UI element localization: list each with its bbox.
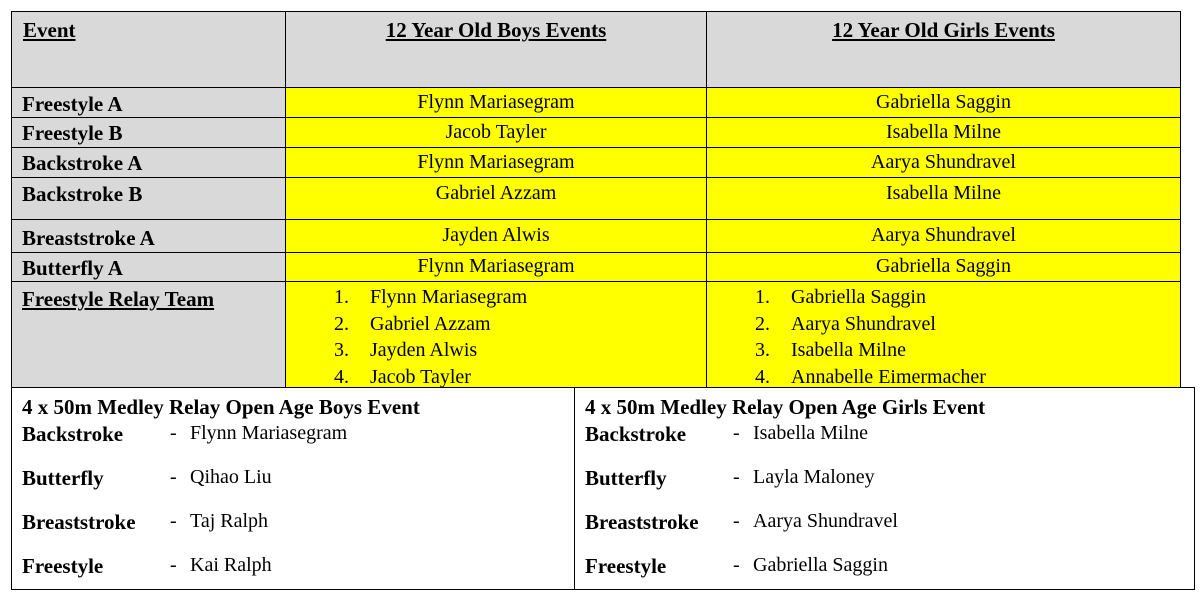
- swimmer-name: Gabriel Azzam: [370, 312, 491, 335]
- event-label: Freestyle A: [22, 92, 123, 116]
- list-item: 1. Flynn Mariasegram: [334, 284, 706, 311]
- swimmer-name: Aarya Shundravel: [753, 510, 898, 532]
- stroke-label: Freestyle: [22, 554, 104, 578]
- swimmer-name: Aarya Shundravel: [791, 312, 936, 335]
- swimmer-name: Taj Ralph: [190, 510, 269, 532]
- medley-leg-row: Backstroke - Isabella Milne: [585, 422, 868, 446]
- swimmer-name: Layla Maloney: [753, 466, 875, 488]
- header-girls-cell: [706, 11, 1181, 88]
- event-label: Backstroke B: [22, 182, 143, 206]
- event-cell: [11, 147, 286, 178]
- boys-entry: Flynn Mariasegram: [417, 151, 575, 173]
- stroke-label: Breaststroke: [585, 510, 699, 534]
- girls-entry-cell: [706, 177, 1181, 220]
- medley-boys-panel: [11, 387, 575, 590]
- swimmer-name: Kai Ralph: [190, 554, 272, 576]
- boys-entry-cell: [285, 219, 707, 253]
- relay-event-label: Freestyle Relay Team: [22, 287, 215, 311]
- boys-entry-cell: [285, 117, 707, 148]
- list-item: 2. Aarya Shundravel: [755, 311, 1180, 338]
- event-cell: [11, 117, 286, 148]
- relay-boys-list: [334, 284, 706, 390]
- medley-leg-row: Freestyle - Kai Ralph: [22, 554, 272, 578]
- girls-entry: Aarya Shundravel: [871, 151, 1016, 173]
- header-event-label: Event: [23, 18, 76, 42]
- boys-entry-cell: [285, 87, 707, 118]
- swimmer-name: Isabella Milne: [753, 422, 868, 444]
- swimmer-name: Jacob Tayler: [370, 365, 471, 388]
- swimmer-name: Jayden Alwis: [370, 339, 478, 361]
- relay-girls-cell: [706, 281, 1181, 388]
- header-event-cell: [11, 11, 286, 88]
- stroke-label: Backstroke: [585, 422, 687, 446]
- list-item: 1. Gabriella Saggin: [755, 284, 1180, 311]
- header-boys-label: 12 Year Old Boys Events: [385, 18, 607, 42]
- event-cell: [11, 219, 286, 253]
- girls-entry-cell: [706, 117, 1181, 148]
- stroke-label: Freestyle: [585, 554, 667, 578]
- list-item: 2. Gabriel Azzam: [334, 311, 706, 338]
- relay-event-cell: [11, 281, 286, 388]
- event-label: Freestyle B: [22, 121, 123, 145]
- header-boys-cell: [285, 11, 707, 88]
- swimmer-name: Flynn Mariasegram: [190, 422, 348, 444]
- girls-entry: Isabella Milne: [886, 121, 1001, 143]
- medley-leg-row: Butterfly - Layla Maloney: [585, 466, 875, 490]
- event-cell: [11, 177, 286, 220]
- medley-girls-panel: [574, 387, 1195, 590]
- stroke-label: Butterfly: [22, 466, 104, 490]
- list-item: 3. Isabella Milne: [755, 337, 1180, 364]
- medley-girls-title: 4 x 50m Medley Relay Open Age Girls Event: [585, 395, 986, 419]
- stroke-label: Butterfly: [585, 466, 667, 490]
- medley-leg-row: Backstroke - Flynn Mariasegram: [22, 422, 348, 446]
- girls-entry: Gabriella Saggin: [876, 91, 1011, 113]
- header-girls-label: 12 Year Old Girls Events: [832, 18, 1055, 42]
- girls-entry-cell: [706, 147, 1181, 178]
- swimmer-name: Qihao Liu: [190, 466, 272, 488]
- girls-entry-cell: [706, 219, 1181, 253]
- relay-boys-cell: [285, 281, 707, 388]
- swimmer-name: Isabella Milne: [791, 339, 906, 361]
- event-cell: [11, 252, 286, 282]
- swimmer-name: Gabriella Saggin: [753, 554, 888, 576]
- swimmer-name: Flynn Mariasegram: [370, 286, 528, 308]
- girls-entry: Gabriella Saggin: [876, 255, 1011, 277]
- boys-entry-cell: [285, 252, 707, 282]
- boys-entry: Flynn Mariasegram: [417, 255, 575, 277]
- medley-leg-row: Butterfly - Qihao Liu: [22, 466, 272, 490]
- medley-boys-title: 4 x 50m Medley Relay Open Age Boys Event: [22, 395, 420, 419]
- boys-entry: Flynn Mariasegram: [417, 91, 575, 113]
- boys-entry: Jacob Tayler: [445, 121, 547, 143]
- list-item: 3. Jayden Alwis: [334, 337, 706, 364]
- event-label: Backstroke A: [22, 151, 143, 175]
- event-cell: [11, 87, 286, 118]
- stroke-label: Backstroke: [22, 422, 124, 446]
- swimmer-name: Gabriella Saggin: [791, 286, 926, 308]
- girls-entry: Isabella Milne: [886, 182, 1001, 204]
- relay-girls-list: [755, 284, 1180, 390]
- event-label: Butterfly A: [22, 256, 123, 280]
- boys-entry: Jayden Alwis: [442, 224, 550, 246]
- boys-entry-cell: [285, 177, 707, 220]
- swimmer-name: Annabelle Eimermacher: [791, 365, 986, 388]
- list-item: 4. Jacob Tayler: [334, 364, 706, 391]
- medley-leg-row: Freestyle - Gabriella Saggin: [585, 554, 888, 578]
- medley-leg-row: Breaststroke - Aarya Shundravel: [585, 510, 898, 534]
- boys-entry-cell: [285, 147, 707, 178]
- girls-entry-cell: [706, 87, 1181, 118]
- stroke-label: Breaststroke: [22, 510, 136, 534]
- girls-entry: Aarya Shundravel: [871, 224, 1016, 246]
- boys-entry: Gabriel Azzam: [435, 182, 557, 204]
- medley-leg-row: Breaststroke - Taj Ralph: [22, 510, 269, 534]
- list-item: 4. Annabelle Eimermacher: [755, 364, 1180, 391]
- girls-entry-cell: [706, 252, 1181, 282]
- event-label: Breaststroke A: [22, 226, 155, 250]
